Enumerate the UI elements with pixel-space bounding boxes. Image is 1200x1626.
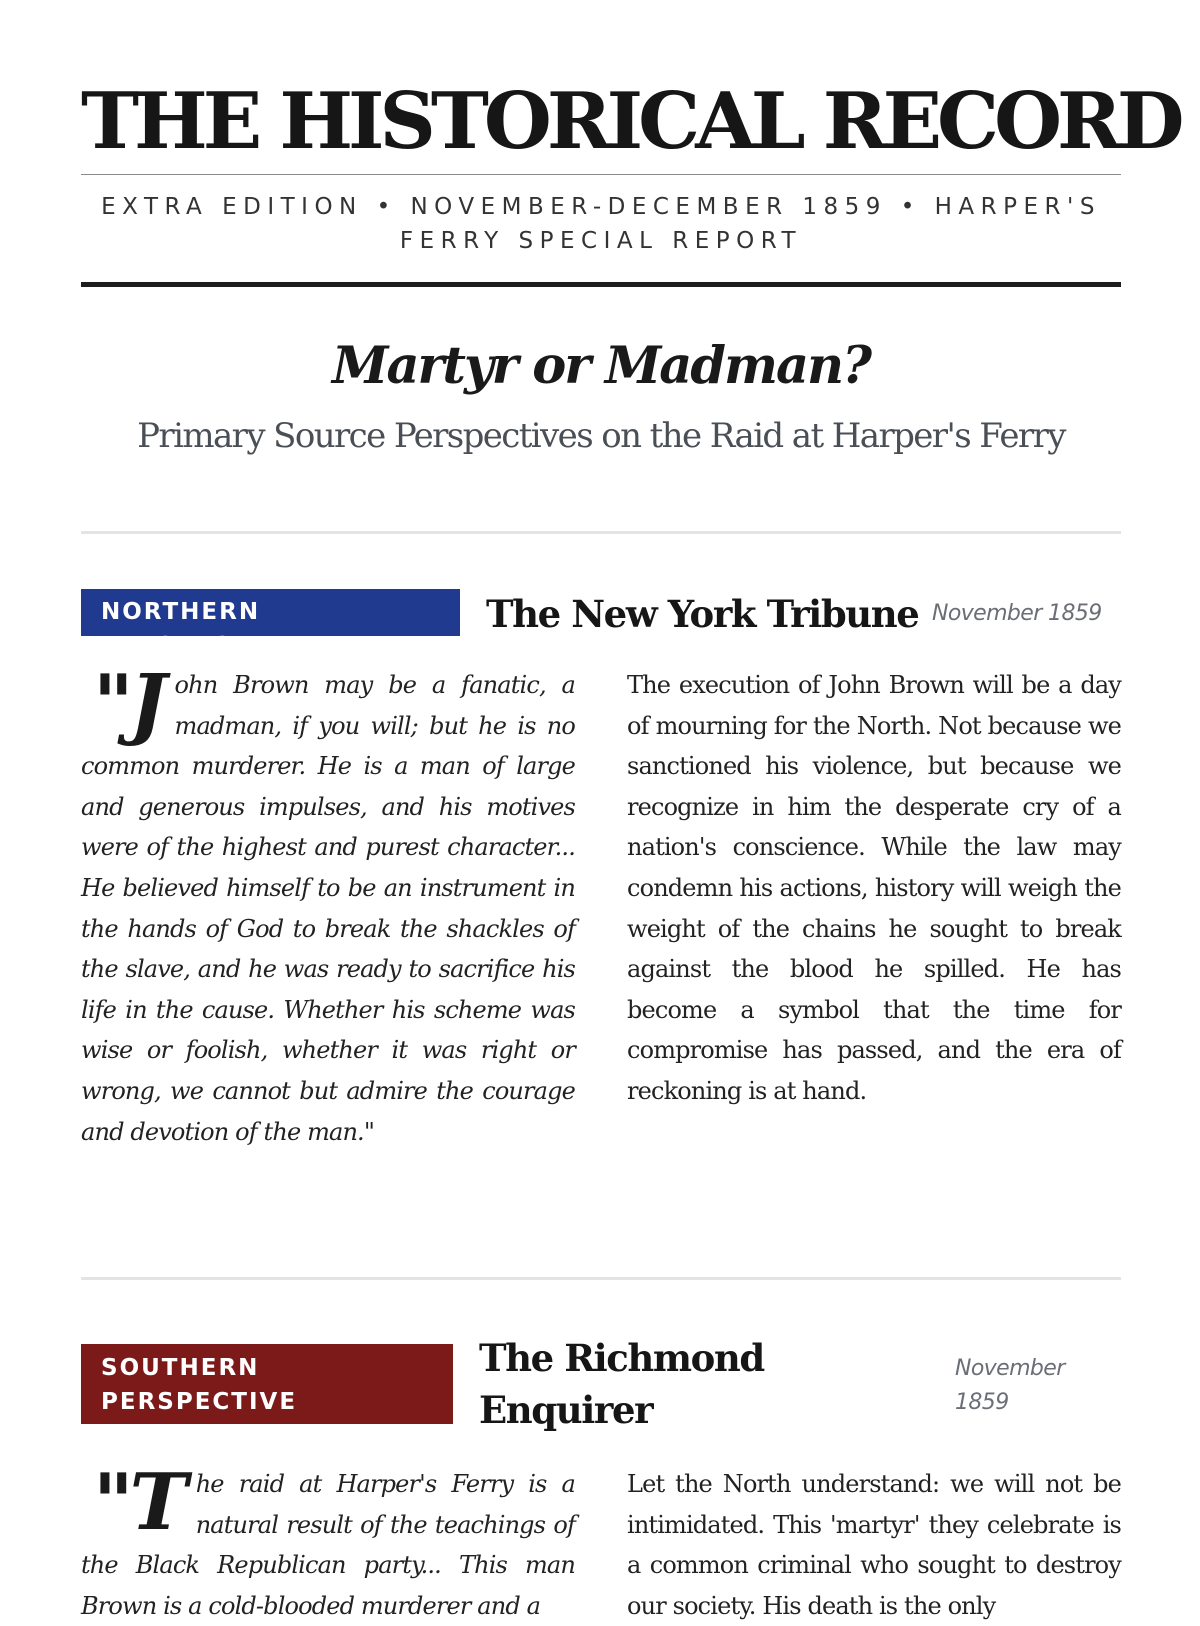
paper-name-enquirer: The Richmond Enquirer (479, 1336, 764, 1432)
masthead-divider (81, 174, 1121, 175)
feature-headline: Martyr or Madman? (332, 336, 870, 396)
paper-name-tribune: The New York Tribune (486, 592, 919, 636)
feature-subheadline: Primary Source Perspectives on the Raid at Harper's Ferry (137, 416, 1065, 456)
quote-text: ohn Brown may be a fanatic, a madman, if you will; but he is no common murderer. He is a man of large and generous impulses, and his motives were of the highest and purest character... He believed himself to be an instrument in the hands of God to break the shackles of the slave, and he was ready to sacrifice his life in the cause. Whether his scheme was wise or foolish, whether it was right or wrong, we cannot but admire the courage and devotion of the man." (81, 671, 575, 1146)
masthead-title: THE HISTORICAL RECORD (81, 76, 1180, 167)
perspective-badge-southern: SOUTHERN PERSPECTIVE (81, 1344, 453, 1424)
drop-cap: "J (93, 658, 163, 749)
quote-text: he raid at Harper's Ferry is a natural result of the teachings of the Black Republican party... This man Brown is a cold-blooded murderer and a (81, 1470, 575, 1620)
drop-cap: "T (93, 1457, 184, 1548)
commentary-column-tribune: The execution of John Brown will be a day of mourning for the North. Not because we sanctioned his violence, but because we recognize in him the desperate cry of a nation's conscience. While the law may condemn his actions, history will weigh the weight of the chains he sought to break against the blood he spilled. He has become a symbol that the time for compromise has passed, and the era of reckoning is at hand. (627, 671, 1121, 1105)
section-divider (81, 531, 1121, 534)
date-enquirer: November 1859 (955, 1356, 1065, 1415)
commentary-column-enquirer: Let the North understand: we will not be intimidated. This 'martyr' they celebrate is a common criminal who sought to destroy our society. His death is the only (627, 1470, 1121, 1620)
masthead-thick-rule (81, 282, 1121, 287)
perspective-badge-northern: NORTHERN PERSPECTIVE (81, 589, 460, 636)
date-tribune: November 1859 (932, 601, 1102, 626)
quote-column-tribune (81, 658, 575, 1152)
quote-column-enquirer (81, 1457, 575, 1626)
edition-line: EXTRA EDITION • NOVEMBER-DECEMBER 1859 • HARPER'S FERRY SPECIAL REPORT (101, 194, 1101, 254)
section-divider (81, 1277, 1121, 1280)
